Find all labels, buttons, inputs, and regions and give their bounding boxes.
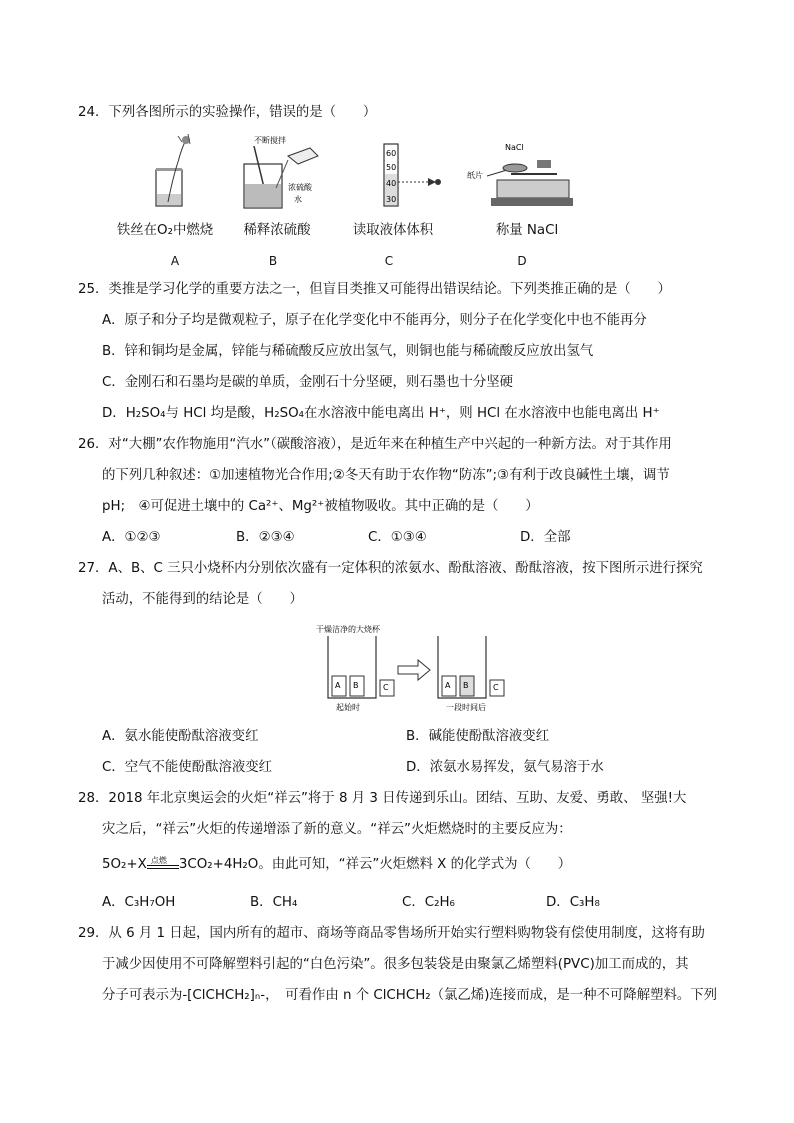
q27-left-beaker-b: B xyxy=(353,681,359,690)
q29-line-1: 29．从 6 月 1 日起，国内所有的超市、商场等商品零售场所开始实行塑料购物袋有偿使用制度，这将有助 xyxy=(78,926,705,941)
q24-letter-b: B xyxy=(268,254,278,268)
q27-option-a: A．氨水能使酚酞溶液变红 xyxy=(102,729,259,744)
q29-line-2: 于减少因使用不可降解塑料引起的“白色污染”。很多包装袋是由聚氯乙烯塑料(PVC)加工而成的，其 xyxy=(102,957,689,972)
q28-line-2: 灾之后，“祥云”火炬的传递增添了新的意义。“祥云”火炬燃烧时的主要反应为： xyxy=(102,822,572,837)
q28-equation-arrow xyxy=(147,856,179,874)
q27-option-c: C．空气不能使酚酞溶液变红 xyxy=(102,760,273,775)
q25-option-b: B．锌和铜均是金属，锌能与稀硫酸反应放出氢气，则铜也能与稀硫酸反应放出氢气 xyxy=(102,344,594,359)
q25-stem: 25．类推是学习化学的重要方法之一，但盲目类推又可能得出错误结论。下列类推正确的是（ ） xyxy=(78,282,671,297)
q24-b-label-acid: 浓硫酸 xyxy=(288,183,312,192)
q26-option-b: B．②③④ xyxy=(236,530,295,545)
q28-option-a: A．C₃H₇OH xyxy=(102,895,176,910)
q27-right-beaker-c: C xyxy=(493,683,499,692)
q26-option-a: A．①②③ xyxy=(102,530,161,545)
q24-caption-a: 铁丝在O₂中燃烧 xyxy=(116,223,214,238)
q24-letter-a: A xyxy=(170,254,180,268)
q26-option-d: D．全部 xyxy=(520,530,571,545)
q28-equation-condition: 点燃 xyxy=(150,856,167,865)
q27-label-big-beaker: 干燥洁净的大烧杯 xyxy=(316,625,380,634)
q28-equation-right: 3CO₂+4H₂O。由此可知，“祥云”火炬燃料 X 的化学式为（ ） xyxy=(178,857,572,872)
q24-letter-d: D xyxy=(517,254,527,268)
q27-left-beaker-c: C xyxy=(383,683,389,692)
q28-equation xyxy=(102,856,571,874)
q26-line-2: 的下列几种叙述：①加速植物光合作用;②冬天有助于农作物“防冻”;③有利于改良碱性土壤，调节 xyxy=(102,468,670,483)
q24-caption-d: 称量 NaCl xyxy=(495,223,559,238)
q24-d-label-paper: 纸片 xyxy=(467,171,483,180)
q27-label-start: 起始时 xyxy=(336,703,360,712)
q24-d-label-nacl: NaCl xyxy=(505,143,524,152)
q24-caption-c: 读取液体体积 xyxy=(352,223,434,238)
q27-beaker-figure xyxy=(314,622,520,712)
q24-figure-c-read-volume xyxy=(376,142,446,208)
q28-option-b: B．CH₄ xyxy=(250,895,298,910)
q26-option-c: C．①③④ xyxy=(368,530,427,545)
q26-line-1: 26．对“大棚”农作物施用“汽水”（碳酸溶液），是近年来在种植生产中兴起的一种新方法。对于其作用 xyxy=(78,437,672,452)
q27-right-beaker-a: A xyxy=(445,681,451,690)
q27-right-beaker-b: B xyxy=(463,681,469,690)
q29-line-3: 分子可表示为-[ClCHCH₂]ₙ-， 可看作由 n 个 ClCHCH₂（氯乙烯)连接而成，是一种不可降解塑料。下列 xyxy=(102,988,718,1003)
q28-line-1: 28．2018 年北京奥运会的火炬“祥云”将于 8 月 3 日传递到乐山。团结、互助、友爱、勇敢、 坚强!大 xyxy=(78,791,687,806)
q24-c-tick-40: 40 xyxy=(386,179,397,188)
q24-c-tick-50: 50 xyxy=(386,163,397,172)
q24-figure-d-balance xyxy=(467,140,573,210)
q28-equation-left: 5O₂+X xyxy=(102,857,147,872)
q25-option-c: C．金刚石和石墨均是碳的单质，金刚石十分坚硬，则石墨也十分坚硬 xyxy=(102,375,514,390)
q24-caption-b: 稀释浓硫酸 xyxy=(243,223,311,238)
q24-figure-b-dilute-acid xyxy=(240,134,332,212)
q28-option-c: C．C₂H₆ xyxy=(402,895,455,910)
q25-option-d: D．H₂SO₄与 HCl 均是酸，H₂SO₄在水溶液中能电离出 H⁺，则 HCl 在水溶液中也能电离出 H⁺ xyxy=(102,406,660,421)
q27-left-beaker-a: A xyxy=(335,681,341,690)
q24-b-label-stir: 不断搅拌 xyxy=(254,136,286,145)
q25-option-a: A．原子和分子均是微观粒子，原子在化学变化中不能再分，则分子在化学变化中也不能再分 xyxy=(102,313,647,328)
q26-line-3: pH; ④可促进土壤中的 Ca²⁺、Mg²⁺被植物吸收。其中正确的是（ ） xyxy=(102,499,539,514)
q27-option-b: B．碱能使酚酞溶液变红 xyxy=(406,729,550,744)
q24-figure-a-iron-burning xyxy=(148,132,198,210)
q27-label-later: 一段时间后 xyxy=(446,703,486,712)
q24-c-tick-60: 60 xyxy=(386,149,397,158)
q24-c-tick-30: 30 xyxy=(386,195,397,204)
q27-line-1: 27．A、B、C 三只小烧杯内分别依次盛有一定体积的浓氨水、酚酞溶液、酚酞溶液，按下图所示进行探究 xyxy=(78,561,703,576)
q28-option-d: D．C₃H₈ xyxy=(546,895,600,910)
q27-line-2: 活动，不能得到的结论是（ ） xyxy=(102,592,303,607)
q24-b-label-water: 水 xyxy=(294,195,302,204)
q24-letter-c: C xyxy=(384,254,394,268)
q27-option-d: D．浓氨水易挥发，氨气易溶于水 xyxy=(406,760,604,775)
q24-stem: 24．下列各图所示的实验操作，错误的是（ ） xyxy=(78,105,377,120)
